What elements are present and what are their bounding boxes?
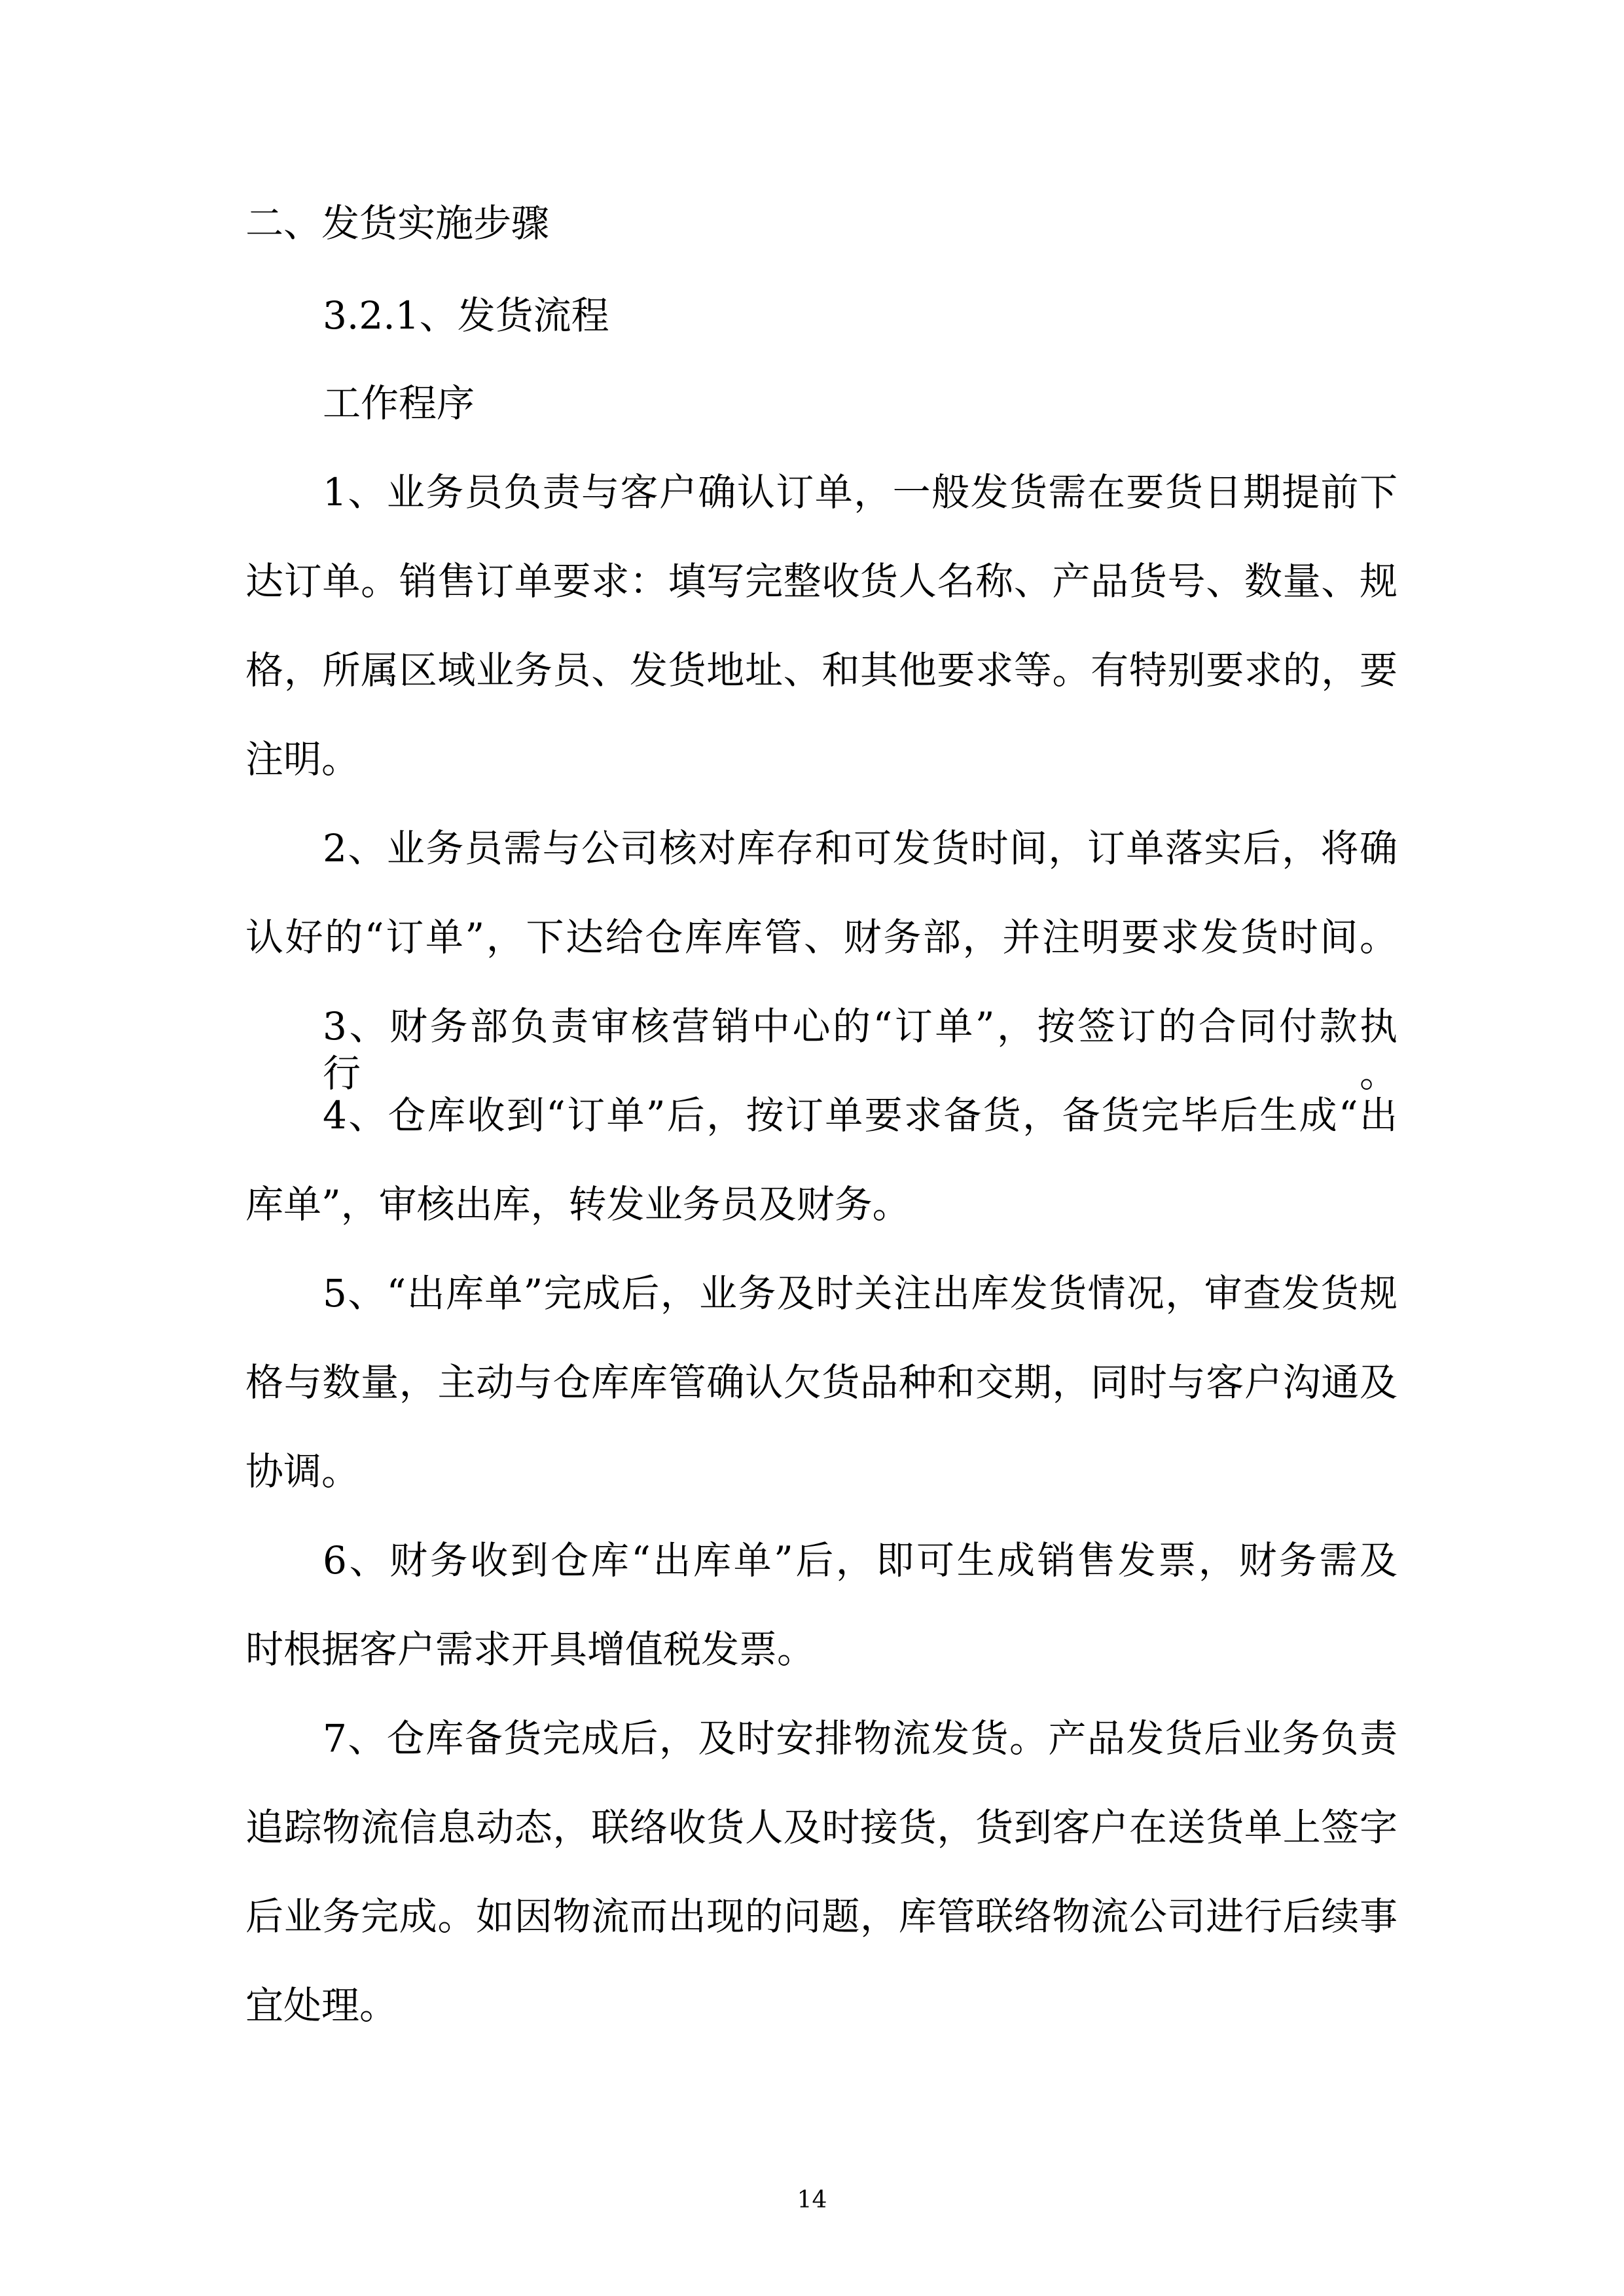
section-heading: 二、发货实施步骤 — [245, 201, 550, 245]
paragraph-6-line-1: 6、财务收到仓库“出库单”后，即可生成销售发票，财务需及 — [323, 1538, 1398, 1583]
procedure-label: 工作程序 — [323, 381, 475, 425]
paragraph-7-line-1: 7、仓库备货完成后，及时安排物流发货。产品发货后业务负责 — [323, 1716, 1398, 1761]
paragraph-7-line-3: 后业务完成。如因物流而出现的问题，库管联络物流公司进行后续事 — [245, 1894, 1398, 1939]
paragraph-1-line-4: 注明。 — [245, 737, 360, 781]
paragraph-5-line-1: 5、“出库单”完成后，业务及时关注出库发货情况，审查发货规 — [323, 1271, 1398, 1316]
paragraph-1-line-3: 格，所属区域业务员、发货地址、和其他要求等。有特别要求的，要 — [245, 648, 1398, 692]
page-number: 14 — [797, 2187, 827, 2214]
paragraph-3-line-1: 3、财务部负责审核营销中心的“订单”，按签订的合同付款执行。 — [323, 1004, 1398, 1096]
paragraph-6-line-2: 时根据客户需求开具增值税发票。 — [245, 1627, 816, 1672]
paragraph-1-line-1: 1、业务员负责与客户确认订单，一般发货需在要货日期提前下 — [323, 470, 1398, 514]
paragraph-7-line-2: 追踪物流信息动态，联络收货人及时接货，货到客户在送货单上签字 — [245, 1805, 1398, 1850]
paragraph-2-line-2: 认好的“订单”，下达给仓库库管、财务部，并注明要求发货时间。 — [245, 915, 1398, 960]
paragraph-5-line-3: 协调。 — [245, 1449, 360, 1494]
paragraph-7-line-4: 宜处理。 — [245, 1983, 398, 2028]
subsection-heading: 3.2.1、发货流程 — [323, 293, 609, 338]
paragraph-2-line-1: 2、业务员需与公司核对库存和可发货时间，订单落实后，将确 — [323, 826, 1398, 870]
paragraph-4-line-2: 库单”，审核出库，转发业务员及财务。 — [245, 1182, 911, 1227]
paragraph-4-line-1: 4、仓库收到“订单”后，按订单要求备货，备货完毕后生成“出 — [323, 1093, 1398, 1138]
paragraph-5-line-2: 格与数量，主动与仓库库管确认欠货品种和交期，同时与客户沟通及 — [245, 1360, 1398, 1405]
paragraph-1-line-2: 达订单。销售订单要求：填写完整收货人名称、产品货号、数量、规 — [245, 559, 1398, 603]
